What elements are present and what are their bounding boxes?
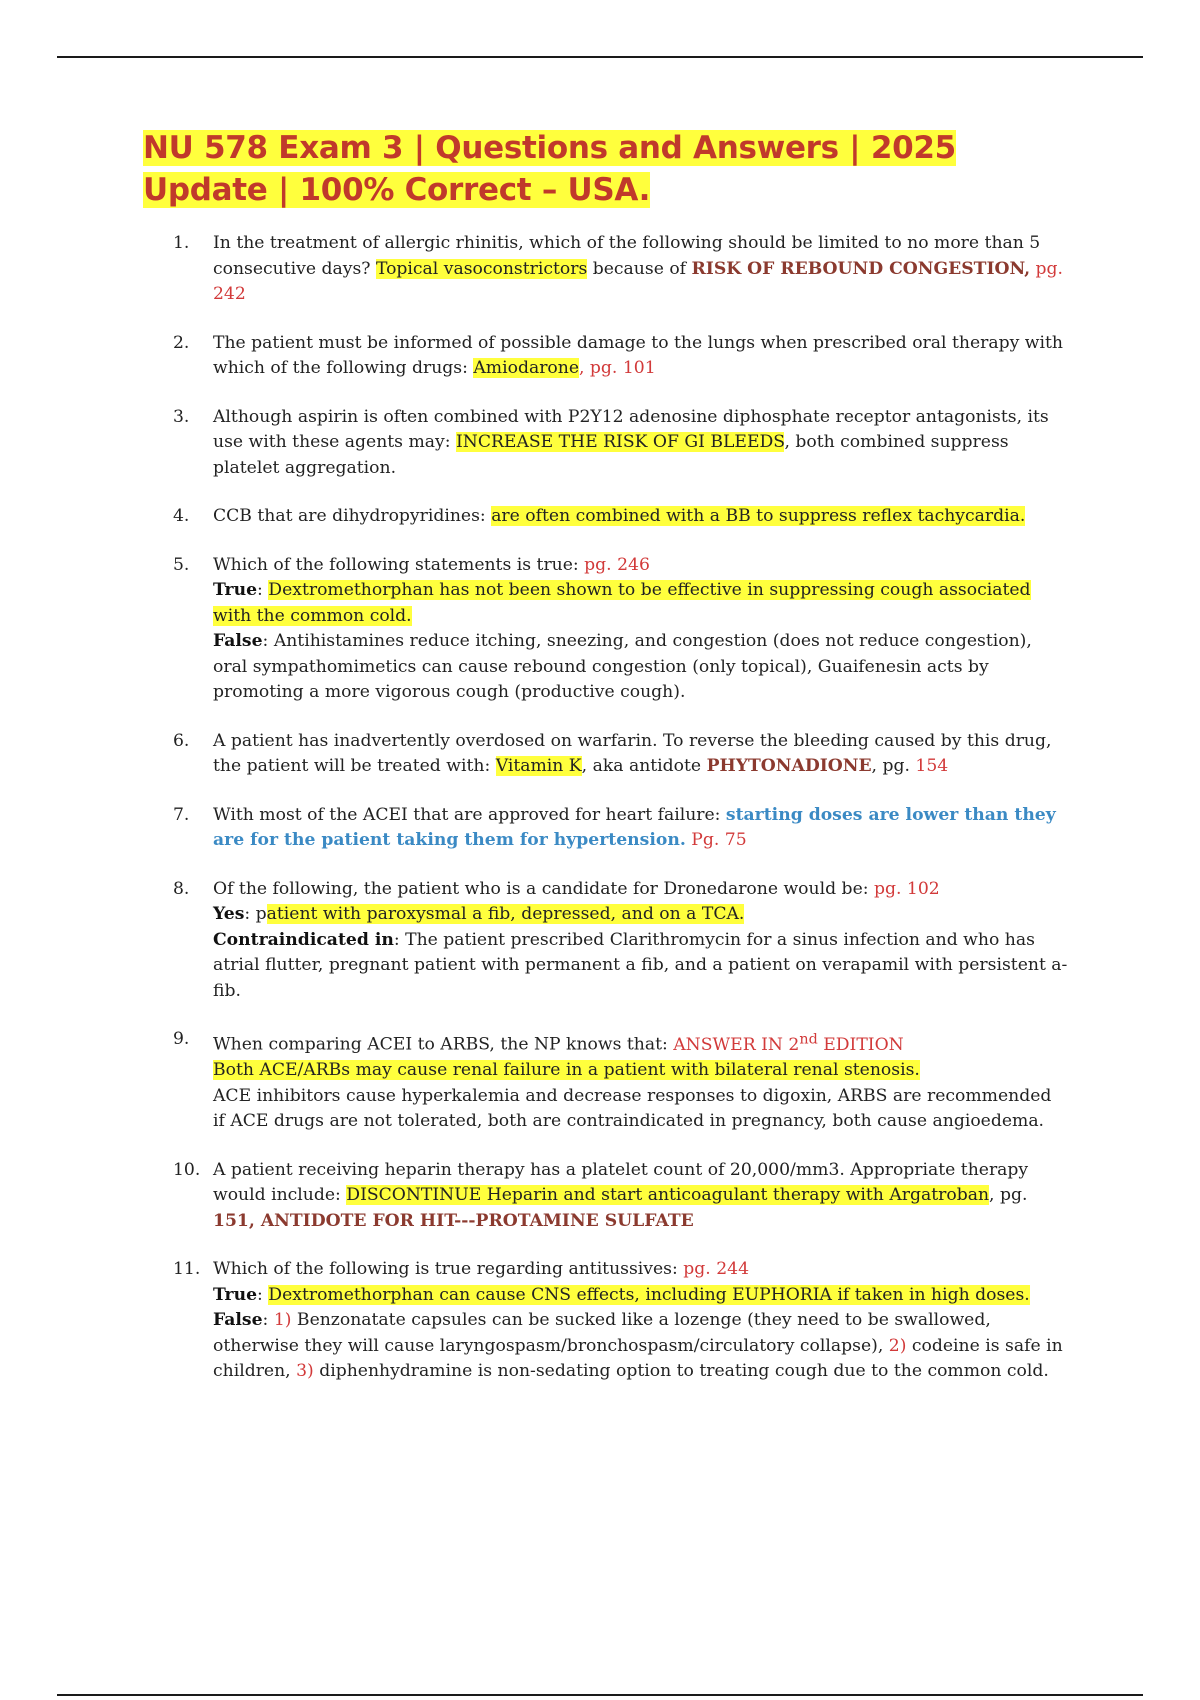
answer-highlight: Dextromethorphan can cause CNS effects, including EUPHORIA if taken in high doses. [268, 1284, 1030, 1305]
page-ref: pg. 242 [213, 258, 1064, 304]
answer-text: starting doses are lower than they are for the patient taking them for hypertension. [213, 804, 1056, 850]
bottom-rule [57, 1694, 1143, 1696]
question-6: 6. A patient has inadvertently overdosed on warfarin. To reverse the bleeding caused by this drug, the patient will be treated with: Vitamin K, aka antidote PHYTONADIONE, pg. 154 [173, 730, 1052, 776]
answer-highlight: INCREASE THE RISK OF GI BLEEDS [455, 432, 785, 452]
question-11: 11. Which of the following is true regarding antitussives: pg. 244 True: Dextromethorphan can cause CNS effects, including EUPHORIA if taken in high doses. False: 1) Benzonatate capsules can be sucked like a lozenge (they need to be swallowed, otherwise they will cause laryngospasm/bronchospasm/circulatory collapse), 2) codeine is safe in children, 3) diphenhydramine is non-sedating option to treating cough due to the common cold. [173, 1259, 1063, 1382]
document-body [143, 127, 1068, 1408]
answer-highlight: Amiodarone [473, 358, 579, 378]
question-5: 5. Which of the following statements is true: pg. 246 True: Dextromethorphan has not been shown to be effective in suppressing cough associated with the common cold. False: Antihistamines reduce itching, sneezing, and congestion (does not reduce congestion), oral sympathomimetics can cause rebound congestion (only topical), Guaifenesin acts by promoting a more vigorous cough (productive cough). [173, 554, 1032, 702]
answer-highlight: Both ACE/ARBs may cause renal failure in a patient with bilateral renal stenosis. [213, 1060, 920, 1081]
answer-highlight: atient with paroxysmal a fib, depressed, and on a TCA. [266, 904, 745, 924]
page-ref: pg. 244 [683, 1259, 750, 1280]
top-rule [57, 56, 1143, 58]
page-ref: pg. 102 [874, 878, 940, 899]
answer-highlight: Dextromethorphan has not been shown to be effective in suppressing cough associated with the common cold. [213, 580, 1031, 626]
page-ref: Pg. 75 [691, 830, 747, 850]
page-ref: pg. 246 [584, 554, 650, 575]
edition-note: ANSWER IN 2nd EDITION [673, 1031, 904, 1055]
question-list [143, 231, 1068, 1385]
question-8: 8. Of the following, the patient who is a candidate for Dronedarone would be: pg. 102 Yes: patient with paroxysmal a fib, depressed, and on a TCA. Contraindicated in: The patient prescribed Clarithromycin for a sinus infection and who has atrial flutter, pregnant patient with permanent a fib, and a patient on verapamil with persistent a-fib. [173, 878, 1068, 1001]
page-ref: , pg. 101 [579, 358, 656, 378]
answer-highlight: Vitamin K [495, 756, 582, 776]
question-7: 7. With most of the ACEI that are approved for heart failure: starting doses are lower than they are for the patient taking them for hypertension. Pg. 75 [173, 804, 1056, 850]
page-title: NU 578 Exam 3 | Questions and Answers | 2025 Update | 100% Correct – USA. [143, 130, 956, 208]
answer-highlight: Topical vasoconstrictors [375, 258, 588, 279]
page-ref: 154 [915, 756, 949, 776]
answer-highlight: are often combined with a BB to suppress reflex tachycardia. [491, 506, 1026, 526]
question-1: 1. In the treatment of allergic rhinitis, which of the following should be limited to no more than 5 consecutive days? Topical vasoconstrictors because of RISK OF REBOUND CONGESTION, pg. 242 [173, 233, 1064, 304]
question-4: 4. CCB that are dihydropyridines: are often combined with a BB to suppress reflex tachycardia. [173, 506, 1026, 526]
question-3: 3. Although aspirin is often combined with P2Y12 adenosine diphosphate receptor antagonists, its use with these agents may: INCREASE THE RISK OF GI BLEEDS, both combined suppress platelet aggregation. [173, 406, 1049, 478]
answer-highlight: DISCONTINUE Heparin and start anticoagulant therapy with Argatroban [346, 1185, 990, 1206]
question-9: 9. When comparing ACEI to ARBS, the NP knows that: ANSWER IN 2nd EDITION Both ACE/ARBs may cause renal failure in a patient with bilateral renal stenosis. ACE inhibitors cause hyperkalemia and decrease responses to digoxin, ARBS are recommended if ACE drugs are not tolerated, both are contraindicated in pregnancy, both cause angioedema. [173, 1029, 1052, 1132]
question-10: 10. A patient receiving heparin therapy has a platelet count of 20,000/mm3. Appropriate therapy would include: DISCONTINUE Heparin and start anticoagulant therapy with Argatroban, pg. 151, ANTIDOTE FOR HIT---PROTAMINE SULFATE [173, 1159, 1029, 1231]
question-2: 2. The patient must be informed of possible damage to the lungs when prescribed oral therapy with which of the following drugs: Amiodarone, pg. 101 [173, 332, 1063, 378]
